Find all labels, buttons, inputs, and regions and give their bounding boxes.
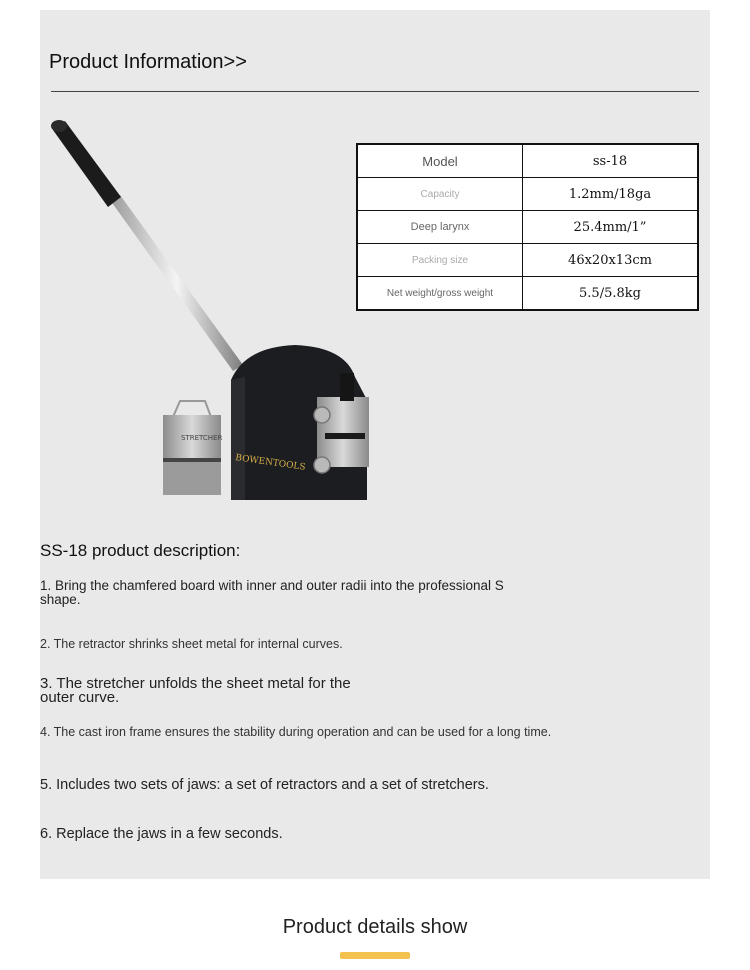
spec-label: Model: [357, 144, 523, 178]
description-item: 6. Replace the jaws in a few seconds.: [40, 826, 283, 842]
table-row: [357, 178, 698, 211]
spec-label: Deep larynx: [357, 211, 523, 244]
jaw-label: STRETCHER: [181, 434, 223, 442]
table-row: [357, 244, 698, 277]
spec-value: 46x20x13cm: [523, 244, 699, 277]
brand-label: BOWENTOOLS: [234, 453, 307, 473]
spec-value: 1.2mm/18ga: [523, 178, 699, 211]
description-item: 3. The stretcher unfolds the sheet metal for the outer curve.: [40, 675, 351, 706]
details-heading: Product details show: [282, 916, 468, 938]
accent-bar: [340, 952, 410, 959]
description-item: 5. Includes two sets of jaws: a set of retractors and a set of stretchers.: [40, 777, 489, 793]
product-image: [45, 115, 385, 510]
spec-label: Net weight/gross weight: [357, 277, 523, 311]
spec-value: 25.4mm/1”: [523, 211, 699, 244]
spec-value: 5.5/5.8kg: [523, 277, 699, 311]
spec-label: Capacity: [357, 178, 523, 211]
spec-label: Packing size: [357, 244, 523, 277]
spec-value: ss-18: [523, 144, 699, 178]
section-title: Product Information>>: [49, 51, 247, 73]
spec-table: [356, 143, 699, 311]
table-row: [357, 277, 698, 311]
table-row: [357, 144, 698, 178]
description-item: 4. The cast iron frame ensures the stability during operation and can be used for a long time.: [40, 725, 552, 739]
title-divider: [51, 91, 699, 92]
table-row: [357, 211, 698, 244]
description-item: 2. The retractor shrinks sheet metal for internal curves.: [40, 637, 343, 651]
description-title: SS-18 product description:: [40, 541, 241, 560]
description-item: 1. Bring the chamfered board with inner and outer radii into the professional S shape.: [40, 578, 504, 607]
